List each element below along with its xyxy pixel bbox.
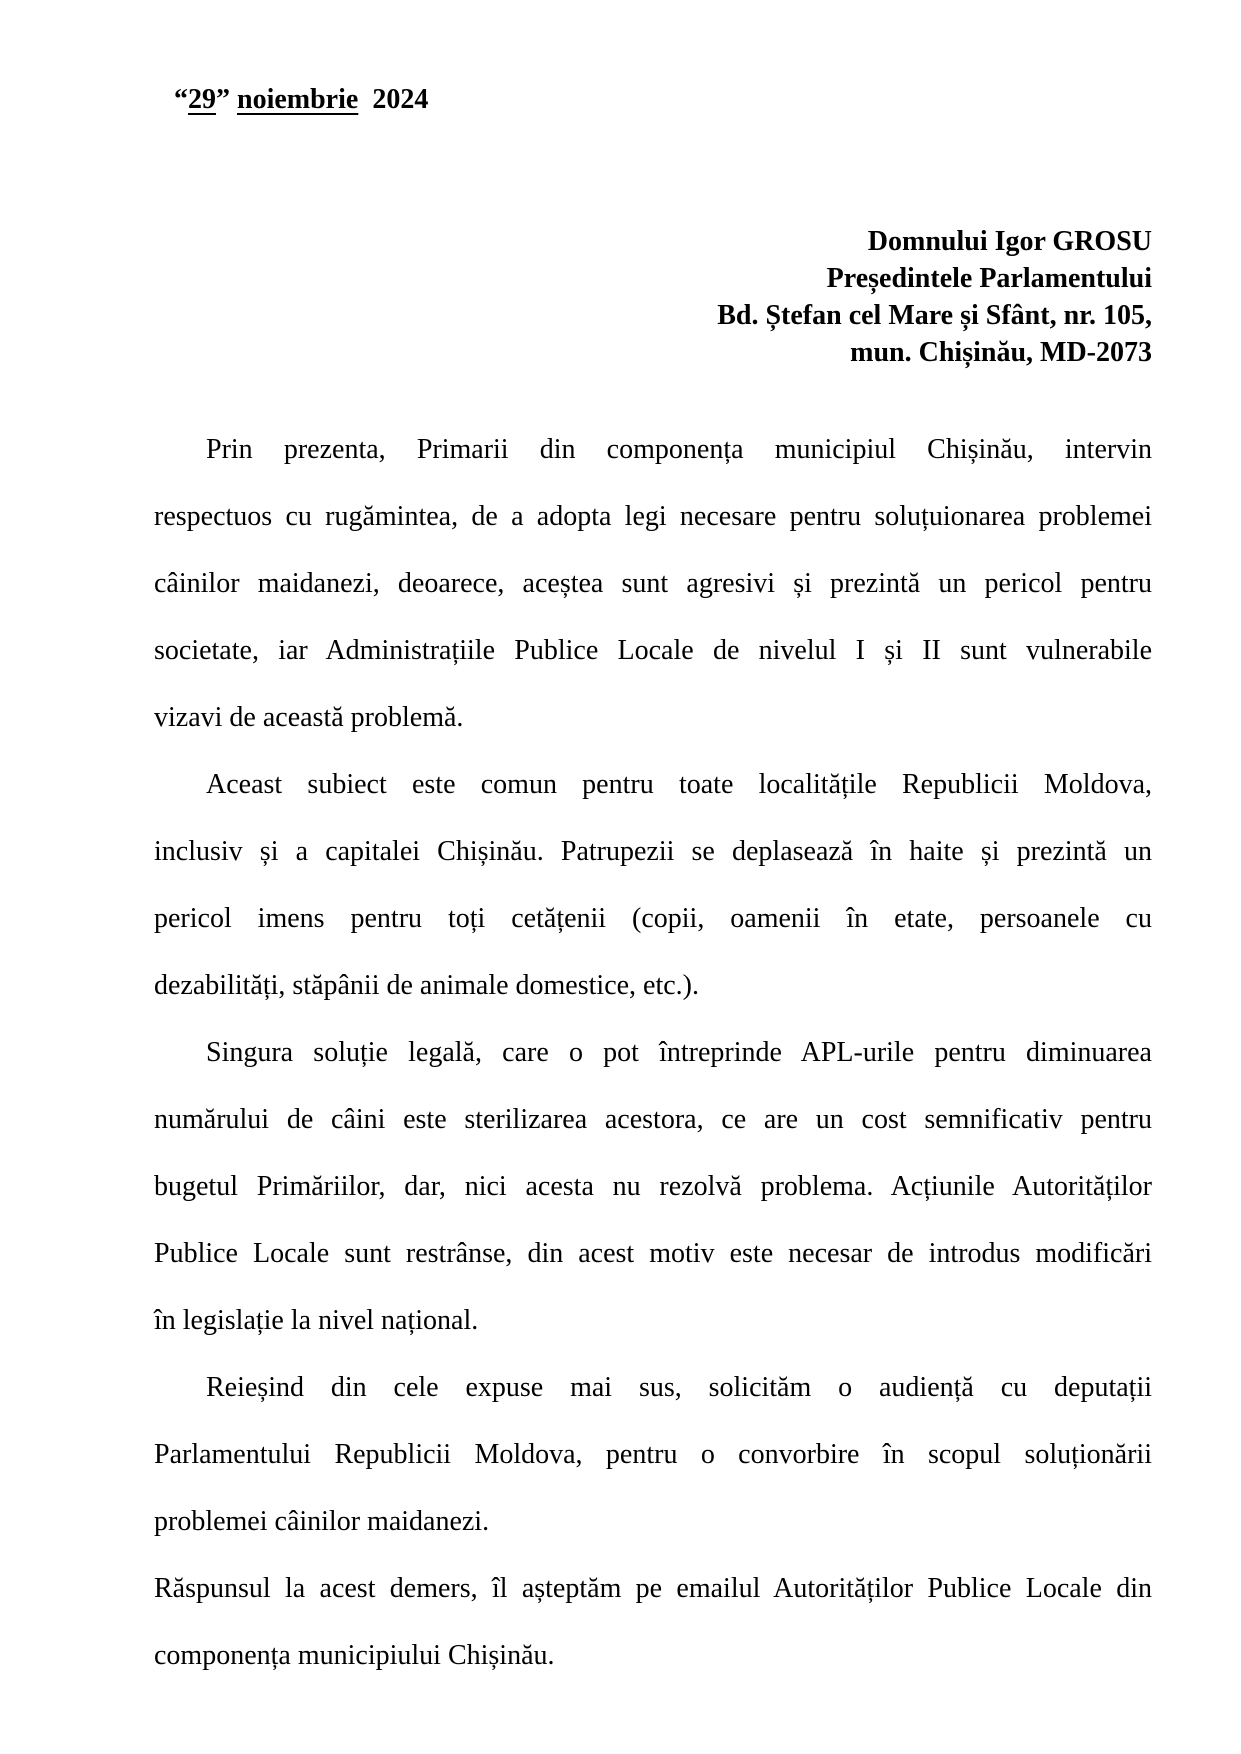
body-line: componența municipiului Chișinău. <box>154 1640 555 1671</box>
body-line: problemei câinilor maidanezi. <box>154 1506 490 1537</box>
body-line: Reieșind din cele expuse mai sus, solicităm o audiență cu deputații <box>206 1372 1152 1403</box>
body-line: societate, iar Administrațiile Publice Locale de nivelul I și II sunt vulnerabile <box>154 635 1152 666</box>
recipient-line: mun. Chișinău, MD-2073 <box>850 337 1152 368</box>
body-line: Parlamentului Republicii Moldova, pentru o convorbire în scopul soluționării <box>154 1439 1152 1470</box>
body-line: pericol imens pentru toți cetățenii (copii, oamenii în etate, persoanele cu <box>154 903 1152 934</box>
recipient-block <box>154 223 1152 371</box>
body-line: vizavi de această problemă. <box>154 702 464 733</box>
date-segment: 2024 <box>358 84 429 115</box>
body-line: dezabilități, stăpânii de animale domestice, etc.). <box>154 970 700 1001</box>
date-line <box>154 84 1152 116</box>
recipient-line: Bd. Ștefan cel Mare și Sfânt, nr. 105, <box>717 300 1152 331</box>
body-line: Prin prezenta, Primarii din componența municipiul Chișinău, intervin <box>206 434 1152 465</box>
body-line: inclusiv și a capitalei Chișinău. Patrupezii se deplasează în haite și prezintă un <box>154 836 1152 867</box>
date-underlined-segment: noiembrie <box>237 84 359 115</box>
body-line: Răspunsul la acest demers, îl așteptăm pe emailul Autorităților Publice Locale din <box>154 1573 1152 1604</box>
body-line: bugetul Primăriilor, dar, nici acesta nu rezolvă problema. Acțiunile Autorităților <box>154 1171 1152 1202</box>
body-line: în legislație la nivel național. <box>154 1305 479 1336</box>
body-line: respectuos cu rugămintea, de a adopta legi necesare pentru soluțuionarea problemei <box>154 501 1152 532</box>
body-line: numărului de câini este sterilizarea acestora, ce are un cost semnificativ pentru <box>154 1104 1152 1135</box>
letter-body <box>154 416 1152 1689</box>
body-line: Singura soluție legală, care o pot întreprinde APL-urile pentru diminuarea <box>206 1037 1152 1068</box>
date-segment: ” <box>216 84 237 115</box>
recipient-line: Președintele Parlamentului <box>826 263 1152 294</box>
body-line: Publice Locale sunt restrânse, din acest motiv este necesar de introdus modificări <box>154 1238 1152 1269</box>
recipient-line: Domnului Igor GROSU <box>867 226 1152 257</box>
date-segment: “ <box>174 84 188 115</box>
date-underlined-segment: 29 <box>188 84 216 115</box>
body-line: Aceast subiect este comun pentru toate localitățile Republicii Moldova, <box>206 769 1152 800</box>
body-line: câinilor maidanezi, deoarece, aceștea sunt agresivi și prezintă un pericol pentru <box>154 568 1152 599</box>
